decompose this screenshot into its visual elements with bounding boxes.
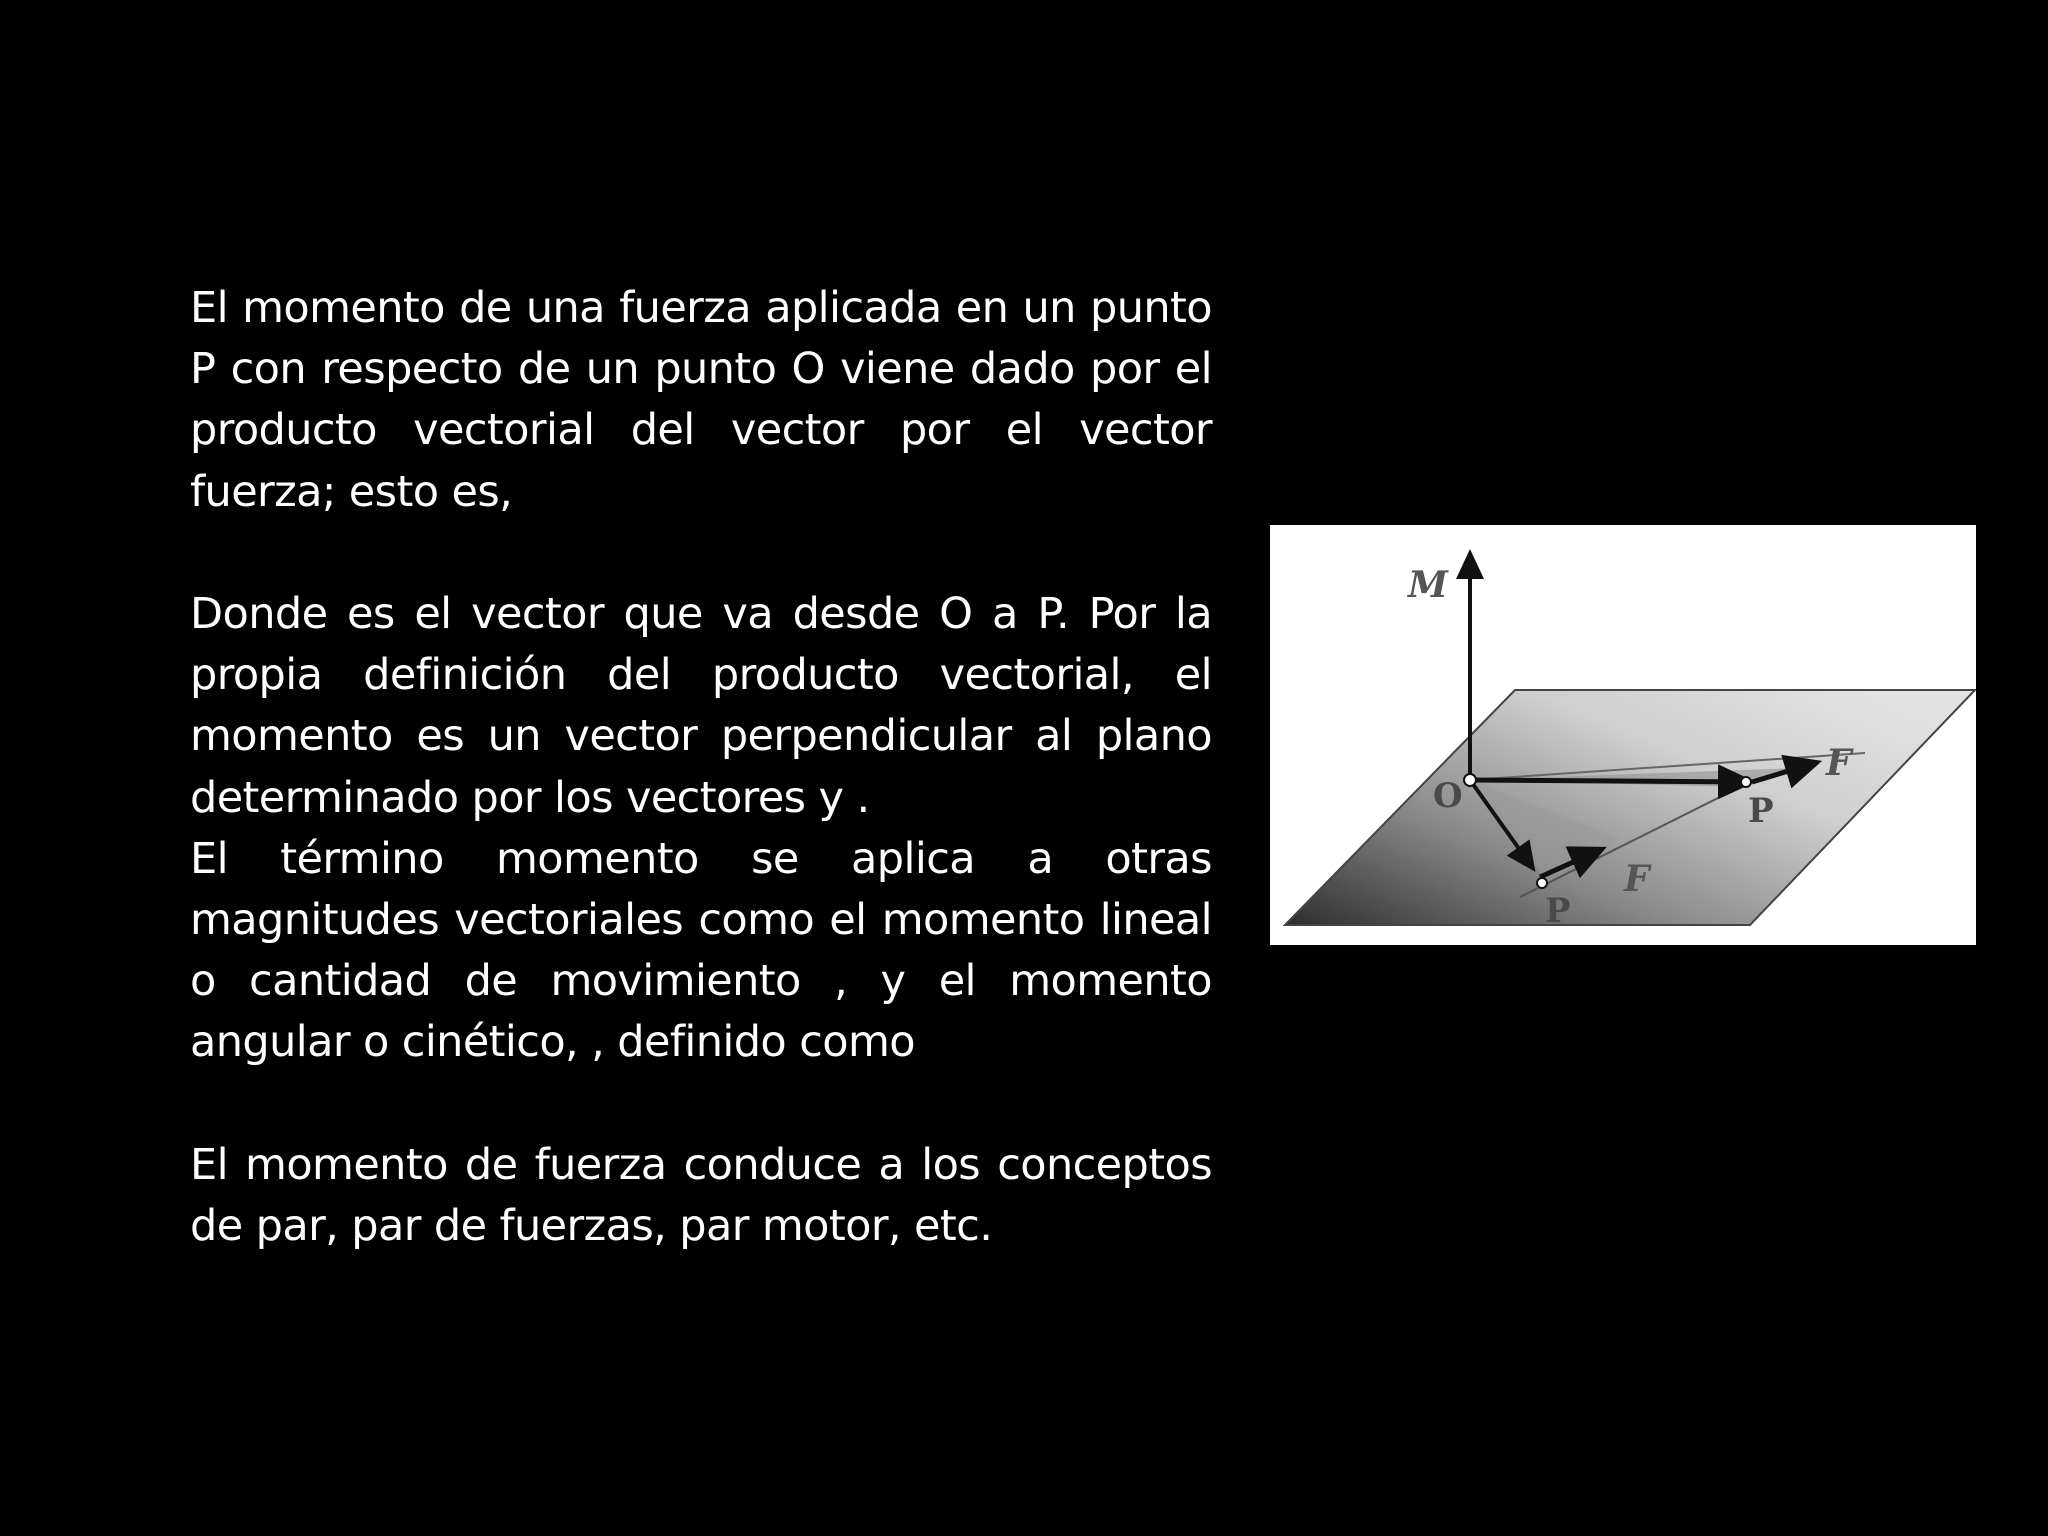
- paragraph-concepts: El momento de fuerza conduce a los conceptos de par, par de fuerzas, par motor, etc.: [190, 1139, 1212, 1252]
- label-force-near: F: [1624, 858, 1650, 900]
- label-force-far: F: [1826, 742, 1852, 784]
- point-near: [1537, 878, 1547, 888]
- origin-point: [1464, 774, 1476, 786]
- label-moment: M: [1408, 564, 1448, 606]
- explanation-text: [190, 278, 1212, 1257]
- moment-diagram: [1270, 525, 1976, 945]
- label-origin: O: [1433, 776, 1463, 816]
- paragraph-other-magnitudes: El término momento se aplica a otras magnitudes vectoriales como el momento lineal o cantidad de movimiento , y el momento angular o cinético, , definido como: [190, 833, 1212, 1068]
- moment-diagram-svg: [1270, 525, 1976, 945]
- point-far: [1741, 777, 1751, 787]
- position-vector-far: [1470, 780, 1748, 782]
- paragraph-gap: [190, 1074, 1212, 1135]
- label-point-far: P: [1748, 791, 1774, 831]
- paragraph-moment-definition: El momento de una fuerza aplicada en un punto P con respecto de un punto O viene dado por el producto vectorial del vector por el vector fuerza; esto es,: [190, 283, 1212, 517]
- label-point-near: P: [1545, 891, 1571, 931]
- paragraph-gap: [190, 523, 1212, 584]
- paragraph-vector-description: Donde es el vector que va desde O a P. Por la propia definición del producto vectorial, el momento es un vector perpendicular al plano determinado por los vectores y .: [190, 589, 1212, 823]
